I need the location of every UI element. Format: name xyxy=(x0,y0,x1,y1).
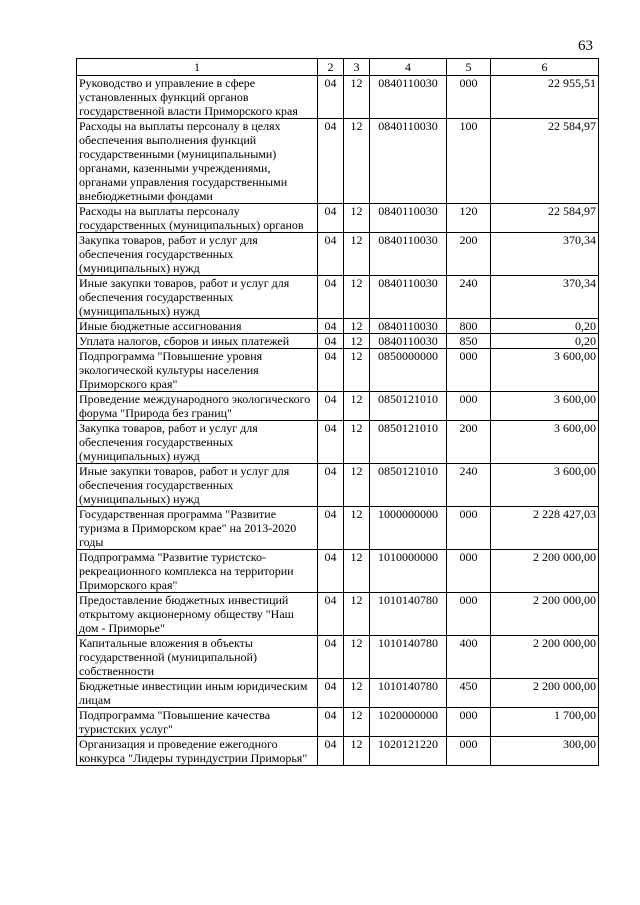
row-amount: 2 200 000,00 xyxy=(491,679,599,708)
row-expense-type: 000 xyxy=(447,593,491,636)
table-row xyxy=(77,119,599,204)
header-cell: 6 xyxy=(491,59,599,76)
row-chapter: 04 xyxy=(318,76,344,119)
row-expense-type: 450 xyxy=(447,679,491,708)
row-target-item: 0850121010 xyxy=(370,392,447,421)
row-subsection: 12 xyxy=(344,550,370,593)
row-chapter: 04 xyxy=(318,550,344,593)
row-expense-type: 000 xyxy=(447,392,491,421)
row-amount: 3 600,00 xyxy=(491,421,599,464)
row-chapter: 04 xyxy=(318,334,344,349)
row-name: Иные закупки товаров, работ и услуг для обеспечения государственных (муниципальных) нужд xyxy=(77,276,318,319)
row-expense-type: 120 xyxy=(447,204,491,233)
row-chapter: 04 xyxy=(318,636,344,679)
row-amount: 370,34 xyxy=(491,233,599,276)
row-subsection: 12 xyxy=(344,349,370,392)
row-name: Бюджетные инвестиции иным юридическим лицам xyxy=(77,679,318,708)
row-subsection: 12 xyxy=(344,507,370,550)
table-row xyxy=(77,507,599,550)
row-chapter: 04 xyxy=(318,421,344,464)
row-target-item: 0840110030 xyxy=(370,204,447,233)
row-name: Закупка товаров, работ и услуг для обеспечения государственных (муниципальных) нужд xyxy=(77,421,318,464)
row-expense-type: 800 xyxy=(447,319,491,334)
row-target-item: 0840110030 xyxy=(370,76,447,119)
row-chapter: 04 xyxy=(318,233,344,276)
row-expense-type: 100 xyxy=(447,119,491,204)
row-subsection: 12 xyxy=(344,319,370,334)
row-target-item: 1010140780 xyxy=(370,593,447,636)
row-target-item: 0850121010 xyxy=(370,464,447,507)
header-cell: 2 xyxy=(318,59,344,76)
row-amount: 0,20 xyxy=(491,319,599,334)
header-cell: 1 xyxy=(77,59,318,76)
table-row xyxy=(77,233,599,276)
row-expense-type: 240 xyxy=(447,276,491,319)
header-row xyxy=(77,59,599,76)
row-chapter: 04 xyxy=(318,464,344,507)
row-target-item: 0850000000 xyxy=(370,349,447,392)
table-row xyxy=(77,204,599,233)
row-target-item: 1010000000 xyxy=(370,550,447,593)
row-expense-type: 850 xyxy=(447,334,491,349)
row-chapter: 04 xyxy=(318,737,344,766)
header-cell: 3 xyxy=(344,59,370,76)
row-subsection: 12 xyxy=(344,119,370,204)
table-row xyxy=(77,464,599,507)
row-subsection: 12 xyxy=(344,593,370,636)
table-row xyxy=(77,679,599,708)
table-row xyxy=(77,334,599,349)
row-amount: 2 200 000,00 xyxy=(491,593,599,636)
row-chapter: 04 xyxy=(318,349,344,392)
table-row xyxy=(77,392,599,421)
row-subsection: 12 xyxy=(344,204,370,233)
row-name: Подпрограмма "Повышение уровня экологической культуры населения Приморского края" xyxy=(77,349,318,392)
row-expense-type: 200 xyxy=(447,233,491,276)
row-name: Государственная программа "Развитие туризма в Приморском крае" на 2013-2020 годы xyxy=(77,507,318,550)
row-expense-type: 000 xyxy=(447,708,491,737)
row-chapter: 04 xyxy=(318,593,344,636)
row-target-item: 0840110030 xyxy=(370,319,447,334)
row-target-item: 1010140780 xyxy=(370,679,447,708)
row-amount: 2 200 000,00 xyxy=(491,636,599,679)
row-name: Подпрограмма "Повышение качества туристских услуг" xyxy=(77,708,318,737)
row-name: Расходы на выплаты персоналу государственных (муниципальных) органов xyxy=(77,204,318,233)
row-chapter: 04 xyxy=(318,276,344,319)
row-name: Руководство и управление в сфере установленных функций органов государственной власти Приморского края xyxy=(77,76,318,119)
row-subsection: 12 xyxy=(344,233,370,276)
row-subsection: 12 xyxy=(344,421,370,464)
row-name: Подпрограмма "Развитие туристско-рекреационного комплекса на территории Приморского края" xyxy=(77,550,318,593)
row-amount: 22 955,51 xyxy=(491,76,599,119)
row-amount: 1 700,00 xyxy=(491,708,599,737)
table-row xyxy=(77,76,599,119)
row-amount: 0,20 xyxy=(491,334,599,349)
row-name: Организация и проведение ежегодного конкурса "Лидеры туриндустрии Приморья" xyxy=(77,737,318,766)
row-expense-type: 000 xyxy=(447,76,491,119)
row-amount: 300,00 xyxy=(491,737,599,766)
table-row xyxy=(77,421,599,464)
row-subsection: 12 xyxy=(344,737,370,766)
row-subsection: 12 xyxy=(344,464,370,507)
budget-table xyxy=(76,58,599,766)
row-expense-type: 000 xyxy=(447,507,491,550)
header-cell: 5 xyxy=(447,59,491,76)
row-expense-type: 000 xyxy=(447,737,491,766)
header-cell: 4 xyxy=(370,59,447,76)
row-subsection: 12 xyxy=(344,276,370,319)
row-target-item: 1020121220 xyxy=(370,737,447,766)
row-name: Расходы на выплаты персоналу в целях обеспечения выполнения функций государственными (муниципальными) органами, казенными учреждениями, органами управления государственными внебюджетными фондами xyxy=(77,119,318,204)
table-row xyxy=(77,349,599,392)
row-amount: 2 228 427,03 xyxy=(491,507,599,550)
row-name: Иные бюджетные ассигнования xyxy=(77,319,318,334)
table-row xyxy=(77,276,599,319)
row-name: Иные закупки товаров, работ и услуг для обеспечения государственных (муниципальных) нужд xyxy=(77,464,318,507)
page-number: 63 xyxy=(578,38,593,54)
row-name: Закупка товаров, работ и услуг для обеспечения государственных (муниципальных) нужд xyxy=(77,233,318,276)
row-name: Предоставление бюджетных инвестиций открытому акционерному обществу "Наш дом - Приморье" xyxy=(77,593,318,636)
row-amount: 22 584,97 xyxy=(491,204,599,233)
row-subsection: 12 xyxy=(344,636,370,679)
row-chapter: 04 xyxy=(318,679,344,708)
row-target-item: 0850121010 xyxy=(370,421,447,464)
table-row xyxy=(77,636,599,679)
row-target-item: 0840110030 xyxy=(370,119,447,204)
row-amount: 3 600,00 xyxy=(491,349,599,392)
row-subsection: 12 xyxy=(344,76,370,119)
row-name: Капитальные вложения в объекты государственной (муниципальной) собственности xyxy=(77,636,318,679)
row-name: Проведение международного экологического форума "Природа без границ" xyxy=(77,392,318,421)
row-target-item: 1010140780 xyxy=(370,636,447,679)
table-row xyxy=(77,319,599,334)
row-target-item: 1000000000 xyxy=(370,507,447,550)
row-target-item: 0840110030 xyxy=(370,233,447,276)
row-target-item: 0840110030 xyxy=(370,276,447,319)
row-amount: 3 600,00 xyxy=(491,392,599,421)
row-chapter: 04 xyxy=(318,708,344,737)
row-chapter: 04 xyxy=(318,119,344,204)
row-subsection: 12 xyxy=(344,334,370,349)
table-row xyxy=(77,550,599,593)
table-body xyxy=(77,76,599,766)
row-chapter: 04 xyxy=(318,507,344,550)
row-chapter: 04 xyxy=(318,319,344,334)
row-expense-type: 200 xyxy=(447,421,491,464)
row-expense-type: 000 xyxy=(447,349,491,392)
row-subsection: 12 xyxy=(344,392,370,421)
row-target-item: 0840110030 xyxy=(370,334,447,349)
row-subsection: 12 xyxy=(344,708,370,737)
table-row xyxy=(77,737,599,766)
table-row xyxy=(77,593,599,636)
row-amount: 22 584,97 xyxy=(491,119,599,204)
row-target-item: 1020000000 xyxy=(370,708,447,737)
row-chapter: 04 xyxy=(318,392,344,421)
row-amount: 3 600,00 xyxy=(491,464,599,507)
row-expense-type: 000 xyxy=(447,550,491,593)
row-expense-type: 400 xyxy=(447,636,491,679)
row-chapter: 04 xyxy=(318,204,344,233)
row-expense-type: 240 xyxy=(447,464,491,507)
table-row xyxy=(77,708,599,737)
row-amount: 370,34 xyxy=(491,276,599,319)
row-subsection: 12 xyxy=(344,679,370,708)
row-name: Уплата налогов, сборов и иных платежей xyxy=(77,334,318,349)
row-amount: 2 200 000,00 xyxy=(491,550,599,593)
